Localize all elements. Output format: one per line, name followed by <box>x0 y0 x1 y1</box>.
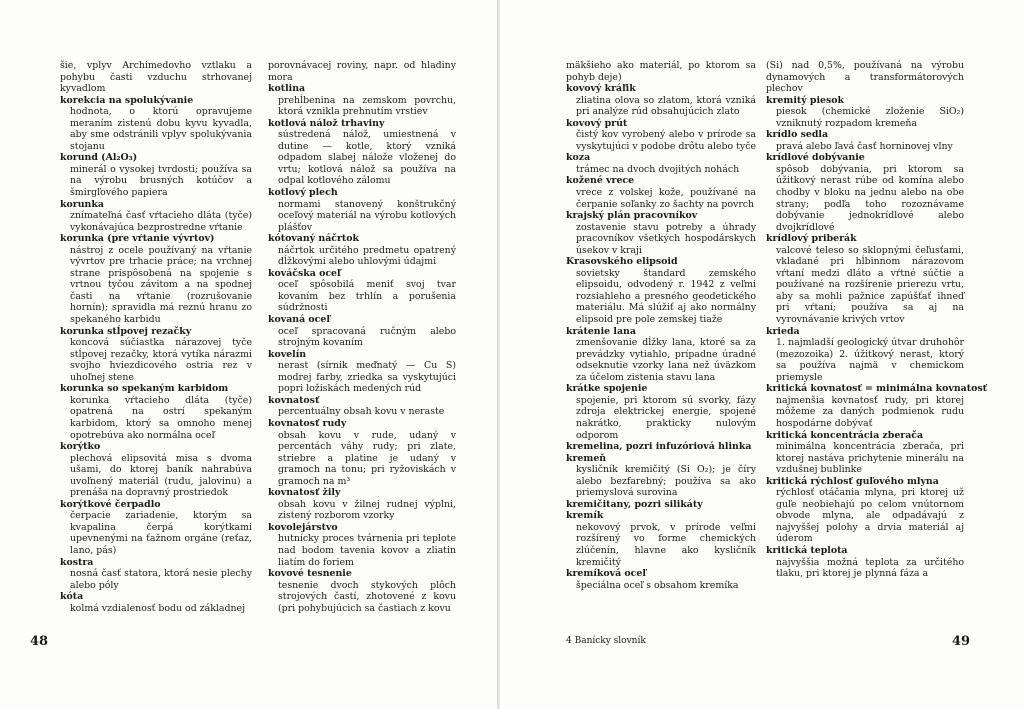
right-column-1 <box>566 60 756 591</box>
left-page <box>0 0 500 709</box>
dictionary-entry <box>268 314 456 349</box>
entry-headword: krídlové dobývanie <box>766 152 865 164</box>
dictionary-entry <box>268 83 456 118</box>
entry-definition: zmenšovanie dĺžky lana, ktoré sa za prevádzky vytiahlo, prípadne úradné odseknutie vzorky lana než úväzkom za účelom zistenia stavu lana <box>576 337 756 383</box>
entry-headword: koza <box>566 152 591 164</box>
entry-headword: kremitý piesok <box>766 94 845 106</box>
dictionary-entry <box>566 210 756 256</box>
dictionary-entry <box>268 349 456 395</box>
dictionary-entry <box>766 383 987 429</box>
entry-headword: Krasovského elipsoid <box>566 256 678 268</box>
dictionary-entry <box>566 83 756 118</box>
entry-definition: obsah kovu v rude, udaný v percentách váhy rudy; pri zlate, striebre a platine je udaný v gramoch na tonu; pri ryžoviskách v gramoch na m³ <box>278 429 456 487</box>
dictionary-entry <box>566 510 756 568</box>
entry-definition: zostavenie stavu potreby a úhrady pracovníkov všetkých hospodárskych úsekov v kraji <box>576 221 756 256</box>
entry-headword: kovové tesnenie <box>268 568 352 580</box>
entry-definition: čistý kov vyrobený alebo v prírode sa vyskytujúci v podobe drôtu alebo tyče <box>576 129 756 152</box>
entry-headword: korekcia na spolukývanie <box>60 94 194 106</box>
entry-headword: kritická koncentrácia zberača <box>766 429 924 441</box>
dictionary-entry <box>60 95 252 153</box>
entry-definition: (Si) nad 0,5%, používaná na výrobu dynamových a transformátorových plechov <box>766 60 964 95</box>
entry-headword: korunka <box>60 198 104 210</box>
entry-headword: kovnatosť žily <box>268 487 341 499</box>
dictionary-entry <box>60 233 252 325</box>
dictionary-entry <box>566 152 756 175</box>
entry-headword: krídlový priberák <box>766 233 857 245</box>
entry-headword: krátke spojenie <box>566 383 648 395</box>
entry-headword: kovnatosť <box>268 394 320 406</box>
entry-definition: sústredená nálož, umiestnená v dutine — kotle, ktorý vzniká odpadom slabej nálože vloženej do vrtu; kotlová nálož sa používa na odpal kotlového zálomu <box>278 129 456 187</box>
entry-definition: hodnota, o ktorú opravujeme meraním zistenú dobu kyvu kyvadla, aby sme odstránili vplyv spolukývania stojanu <box>70 106 252 152</box>
entry-definition: nosná časť statora, ktorá nesie plechy alebo póly <box>70 568 252 591</box>
entry-definition: normami stanovený konštrukčný oceľový materiál na výrobu kotlových plášťov <box>278 198 456 233</box>
entry-definition: spojenie, pri ktorom sú svorky, fázy zdroja elektrickej energie, spojené nakrátko, prakticky nulovým odporom <box>576 394 756 441</box>
entry-headword: kovový prút <box>566 117 628 129</box>
dictionary-entry <box>766 430 964 476</box>
entry-definition: koncová súčiastka nárazovej tyče stĺpovej rezačky, ktorá vytíka nárazmi svojho hviezdicového ostria rez v uhoľnej stene <box>70 337 252 383</box>
entry-definition: korunka vŕtacieho dláta (tyče) opatrená na ostrí spekaným karbidom, ktorý sa omnoho menej opotrebúva ako normálna oceľ <box>70 394 252 441</box>
entry-definition: minimálna koncentrácia zberača, pri ktorej nastáva prichytenie minerálu na vzdušnej bublinke <box>776 441 964 476</box>
entry-headword: kožené vrece <box>566 175 635 187</box>
entry-headword: kováčska oceľ <box>268 267 341 279</box>
entry-headword: kovolejárstvo <box>268 521 338 533</box>
dictionary-entry <box>566 441 756 453</box>
right-page <box>500 0 1024 709</box>
entry-definition: nekovový prvok, v prírode veľmi rozšírený vo forme chemických zlúčenín, hlavne ako kysličník kremičitý <box>576 521 756 568</box>
dictionary-entry <box>268 522 456 568</box>
dictionary-entry <box>766 476 964 545</box>
entry-definition: šie, vplyv Archimedovho vztlaku a pohybu časti vzduchu strhovanej kyvadlom <box>60 60 252 95</box>
dictionary-entry <box>268 118 456 187</box>
entry-headword: kremíková oceľ <box>566 568 646 580</box>
dictionary-entry <box>268 568 456 614</box>
dictionary-entry <box>566 60 756 83</box>
entry-definition: spôsob dobývania, pri ktorom sa úžitkový nerast rúbe od komína alebo chodby v bloku na jednu alebo na obe strany; podľa toho rozoznávame dobývanie jednokrídlové alebo dvojkrídlové <box>776 163 964 233</box>
entry-headword: kovaná oceľ <box>268 314 330 326</box>
dictionary-entry <box>268 233 456 268</box>
entry-definition: 1. najmladší geologický útvar druhohôr (mezozoika) 2. úžitkový nerast, ktorý sa používa najmä v chemickom priemysle <box>776 337 964 383</box>
entry-definition: obsah kovu v žilnej rudnej výplni, zistený rozborom vzorky <box>278 498 456 522</box>
dictionary-entry <box>60 152 252 198</box>
dictionary-entry <box>268 487 456 522</box>
entry-definition: porovnávacej roviny, napr. od hladiny mora <box>268 60 456 83</box>
page-number-left: 48 <box>30 634 49 649</box>
entry-headword: korýtko <box>60 441 101 453</box>
entry-definition: vrece z volskej kože, používané na čerpanie soľanky zo šachty na povrch <box>576 187 756 210</box>
entry-definition: minerál o vysokej tvrdosti; používa sa na výrobu brusných kotúčov a šmirgľového papiera <box>70 163 252 199</box>
entry-headword: krieda <box>766 325 800 337</box>
dictionary-entry <box>566 326 756 384</box>
dictionary-entry <box>566 118 756 153</box>
entry-definition: kysličník kremičitý (Si O₂); je číry alebo bezfarebný; používa sa ako priemyslová surovina <box>576 464 756 499</box>
entry-headword: korýtkové čerpadlo <box>60 498 161 510</box>
dictionary-entry <box>566 175 756 210</box>
entry-headword: kostra <box>60 556 94 568</box>
dictionary-entry <box>60 557 252 592</box>
entry-headword: korund (Al₂O₃) <box>60 152 138 164</box>
dictionary-entry <box>766 60 964 95</box>
dictionary-entry <box>268 268 456 314</box>
dictionary-entry <box>766 326 964 384</box>
entry-headword: kovnatosť rudy <box>268 417 347 429</box>
entry-headword: korunka (pre vŕtanie vývrtov) <box>60 233 215 245</box>
dictionary-entry <box>766 129 964 152</box>
entry-headword: korunka stĺpovej rezačky <box>60 325 192 337</box>
entry-definition: kolmá vzdialenosť bodu od základnej <box>70 602 245 614</box>
entry-headword: kotlový plech <box>268 187 338 199</box>
entry-definition: najvyššia možná teplota za určitého tlaku, pri ktorej je plynná fáza a <box>776 556 964 580</box>
entry-headword: kritická rýchlosť guľového mlyna <box>766 475 939 487</box>
entry-headword: kotlina <box>268 83 306 95</box>
entry-definition: trámec na dvoch dvojitých nohách <box>576 163 740 175</box>
dictionary-entry <box>60 441 252 499</box>
left-column-1 <box>60 60 252 614</box>
dictionary-entry <box>268 418 456 487</box>
dictionary-entry <box>566 568 756 591</box>
dictionary-entry <box>60 591 252 614</box>
entry-definition: plechová elipsovitá misa s dvoma ušami, do ktorej baník nahrabúva uvoľnený materiál (rudu, jalovinu) a prenáša na dopravný prostriedok <box>70 452 252 499</box>
entry-headword: kremičitany, pozri silikáty <box>566 498 703 510</box>
entry-definition: čerpacie zariadenie, ktorým sa kvapalina čerpá korýtkami upevnenými na ťažnom orgáne (reťaz, lano, pás) <box>70 510 252 556</box>
entry-definition: oceľ spracovaná ručným alebo strojným kovaním <box>278 325 456 349</box>
entry-definition: nerast (sírnik meďnatý — Cu S) modrej farby, zriedka sa vyskytujúci popri ložiskách medených rúd <box>278 360 456 395</box>
entry-definition: náčrtok určitého predmetu opatrený dĺžkovými alebo uhlovými údajmi <box>278 244 456 268</box>
page-number-right: 49 <box>952 634 971 649</box>
entry-headword: kremelina, pozri infuzóriová hlinka <box>566 441 752 453</box>
page-footer: 4 Banícky slovník <box>566 636 646 646</box>
entry-definition: prehĺbenina na zemskom povrchu, ktorá vznikla prehnutím vrstiev <box>278 94 456 118</box>
entry-definition: hutnícky proces tvárnenia pri teplote nad bodom tavenia kovov a zliatin liatím do foriem <box>278 533 456 568</box>
entry-definition: nástroj z ocele používaný na vŕtanie vývrtov pre trhacie práce; na vrchnej strane prispôsobená na spojenie s vrtnou tyčou závitom a na spodnej časti na vŕtanie (rozrušovanie hornín); spravidla má reznú hranu zo spekaného karbidu <box>70 244 252 326</box>
entry-headword: kóta <box>60 591 84 603</box>
dictionary-entry <box>566 453 756 499</box>
entry-definition: najmenšia kovnatosť rudy, pri ktorej môžeme za daných podmienok rudu hospodárne dobývať <box>776 394 964 429</box>
entry-definition: percentuálny obsah kovu v neraste <box>278 406 445 418</box>
entry-headword: kótovaný náčrtok <box>268 233 359 245</box>
entry-definition: pravá alebo ľavá časť horninovej vlny <box>776 140 953 152</box>
entry-headword: kremeň <box>566 452 607 464</box>
dictionary-entry <box>766 95 964 130</box>
dictionary-entry <box>60 60 252 95</box>
entry-definition: znímateľná časť vŕtacieho dláta (tyče) vykonávajúca bezprostredne vŕtanie <box>70 210 252 233</box>
dictionary-entry <box>60 199 252 234</box>
entry-headword: kovelín <box>268 348 307 360</box>
dictionary-entry <box>766 152 964 233</box>
right-column-2 <box>766 60 987 580</box>
entry-headword: kritická teplota <box>766 544 848 556</box>
entry-definition: tesnenie dvoch stykových plôch strojových častí, zhotovené z kovu (pri pohybujúcich sa častiach z kovu <box>278 579 456 614</box>
entry-definition: piesok (chemické zloženie SiO₂) vzniknutý rozpadom kremeňa <box>776 106 964 129</box>
dictionary-entry <box>268 60 456 83</box>
dictionary-entry <box>60 326 252 384</box>
entry-headword: kremík <box>566 510 604 522</box>
entry-headword: krajský plán pracovníkov <box>566 210 698 222</box>
dictionary-entry <box>566 383 756 441</box>
dictionary-entry <box>268 395 456 418</box>
entry-definition: zliatina olova so zlatom, ktorá vzniká pri analýze rúd obsahujúcich zlato <box>576 94 756 118</box>
dictionary-entry <box>766 233 964 325</box>
dictionary-entry <box>60 383 252 441</box>
dictionary-entry <box>566 499 756 511</box>
dictionary-entry <box>60 499 252 557</box>
entry-headword: kotlová nálož trhaviny <box>268 117 385 129</box>
entry-definition: oceľ spôsobilá meniť svoj tvar kovaním bez trhlín a porušenia súdržnosti <box>278 279 456 314</box>
left-column-2 <box>268 60 456 614</box>
entry-definition: špeciálna oceľ s obsahom kremíka <box>576 579 739 591</box>
entry-headword: krátenie lana <box>566 325 636 337</box>
entry-headword: korunka so spekaným karbidom <box>60 383 229 395</box>
dictionary-entry <box>766 545 964 580</box>
dictionary-entry <box>268 187 456 233</box>
entry-headword: krídlo sedla <box>766 129 829 141</box>
entry-definition: sovietsky štandard zemského elipsoidu, odvodený r. 1942 z veľmi rozsiahleho a presného geodetického materiálu. Má slúžiť aj ako normálny elipsoid pre pole zemskej tiaže <box>576 267 756 326</box>
entry-headword: kovový kráľik <box>566 83 636 95</box>
dictionary-entry <box>566 256 756 325</box>
entry-definition: rýchlosť otáčania mlyna, pri ktorej už guľe neobiehajú po celom vnútornom obvode mlyna, ale odpadávajú z najvyššej polohy a drvia materiál aj úderom <box>776 487 964 545</box>
entry-definition: valcové teleso so sklopnými čeľusťami, vkladané pri hĺbinnom nárazovom vŕtaní medzi dláto a vŕtné súčtie a používané na rozšírenie prierezu vrtu, aby sa mohli pažnice zapúšťať ihneď pri vŕtaní; používa sa aj na vyrovnávanie krivých vrtov <box>776 244 964 326</box>
entry-definition: mäkšieho ako materiál, po ktorom sa pohyb deje) <box>566 60 756 83</box>
entry-headword: kritická kovnatosť = minimálna kovnatosť <box>766 383 987 395</box>
